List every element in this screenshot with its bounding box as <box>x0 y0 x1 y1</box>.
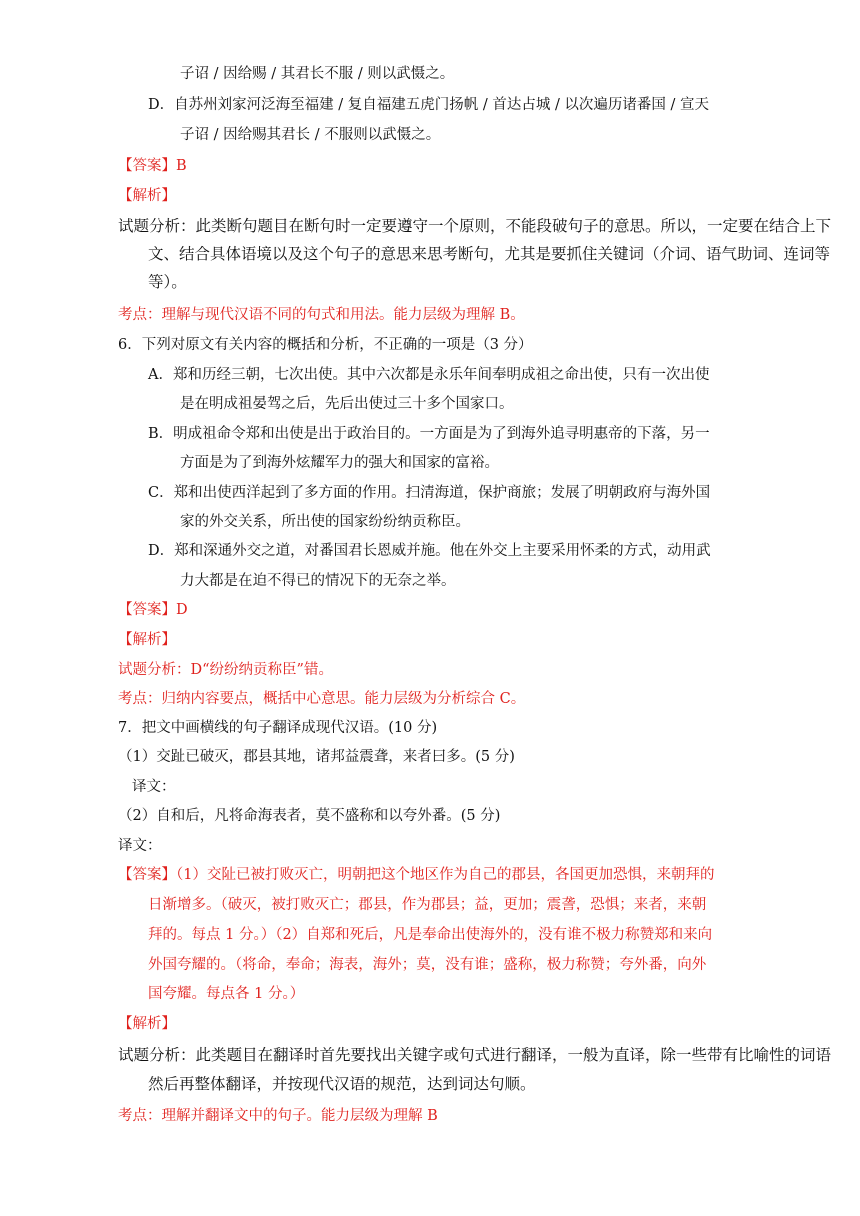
q6-option-c-line1: C．郑和出使西洋起到了多方面的作用。扫清海道，保护商旅；发展了明朝政府与海外国 <box>148 485 711 501</box>
q5-analysis-line3: 等）。 <box>148 273 187 291</box>
q7-kaodian: 考点：理解并翻译文中的句子。能力层级为理解 B <box>118 1108 438 1124</box>
q6-stem: 6．下列对原文有关内容的概括和分析，不正确的一项是（3 分） <box>118 337 533 353</box>
q7-answer-line1: 【答案】（1）交阯已被打败灭亡，明朝把这个地区作为自己的郡县，各国更加恐惧，来朝拜的 <box>118 867 715 883</box>
q5-option-c-line2: 子诏 / 因给赐 / 其君长不服 / 则以武慑之。 <box>180 66 455 82</box>
q7-stem: 7．把文中画横线的句子翻译成现代汉语。(10 分) <box>118 720 438 736</box>
q5-analysis-line2: 文、结合具体语境以及这个句子的意思来思考断句，尤其是要抓住关键词（介词、语气助词、连词等 <box>148 245 831 263</box>
q5-option-d-line1: D．自苏州刘家河泛海至福建 / 复自福建五虎门扬帆 / 首达占城 / 以次遍历诸番国 / 宣天 <box>148 97 710 113</box>
q7-answer-line2: 日渐增多。（破灭，被打败灭亡；郡县，作为郡县；益，更加；震詟，恐惧；来者，来朝 <box>148 897 707 913</box>
q6-answer: 【答案】D <box>118 602 188 618</box>
q7-sentence2: （2）自和后，凡将命海表者，莫不盛称和以夸外番。(5 分) <box>118 808 501 824</box>
q5-answer: 【答案】B <box>118 158 187 174</box>
q5-jiexi-label: 【解析】 <box>118 188 176 204</box>
q7-analysis-line1: 试题分析：此类题目在翻译时首先要找出关键字或句式进行翻译，一般为直译，除一些带有比喻性的词语 <box>118 1046 832 1064</box>
q7-analysis-line2: 然后再整体翻译，并按现代汉语的规范，达到词达句顺。 <box>148 1075 536 1093</box>
q6-jiexi-label: 【解析】 <box>118 632 176 648</box>
q7-answer-line4: 外国夸耀的。（将命，奉命；海表，海外；莫，没有谁；盛称，极力称赞；夸外番，向外 <box>148 957 707 973</box>
q6-option-c-line2: 家的外交关系，所出使的国家纷纷纳贡称臣。 <box>180 514 470 530</box>
q7-answer-line5: 国夸耀。每点各 1 分。） <box>148 986 305 1002</box>
q6-kaodian: 考点：归纳内容要点，概括中心意思。能力层级为分析综合 C。 <box>118 691 526 707</box>
q5-option-d-line2: 子诏 / 因给赐其君长 / 不服则以武慑之。 <box>180 127 441 143</box>
q6-option-d-line2: 力大都是在迫不得已的情况下的无奈之举。 <box>180 573 456 589</box>
q6-option-a-line2: 是在明成祖晏驾之后，先后出使过三十多个国家口。 <box>180 396 514 412</box>
q7-sentence1-translation-label: 译文： <box>132 779 176 795</box>
q6-option-d-line1: D．郑和深通外交之道，对番国君长恩威并施。他在外交上主要采用怀柔的方式，动用武 <box>148 543 711 559</box>
q6-analysis: 试题分析：D“纷纷纳贡称臣”错。 <box>118 662 333 678</box>
q6-option-b-line2: 方面是为了到海外炫耀军力的强大和国家的富裕。 <box>180 455 499 471</box>
q6-option-b-line1: B．明成祖命令郑和出使是出于政治目的。一方面是为了到海外追寻明惠帝的下落，另一 <box>148 426 710 442</box>
q5-kaodian: 考点：理解与现代汉语不同的句式和用法。能力层级为理解 B。 <box>118 307 525 323</box>
q5-analysis-line1: 试题分析：此类断句题目在断句时一定要遵守一个原则，不能段破句子的意思。所以，一定要在结合上下 <box>118 217 832 235</box>
q7-sentence1: （1）交趾已破灭，郡县其地，诸邦益震聋，来者曰多。(5 分) <box>118 749 515 765</box>
q7-sentence2-translation-label: 译文： <box>118 838 162 854</box>
q6-option-a-line1: A．郑和历经三朝，七次出使。其中六次都是永乐年间奉明成祖之命出使，只有一次出使 <box>148 367 710 383</box>
q7-answer-line3: 拜的。每点 1 分。）（2）自郑和死后，凡是奉命出使海外的，没有谁不极力称赞郑和来向 <box>148 927 713 943</box>
q7-jiexi-label: 【解析】 <box>118 1016 176 1032</box>
